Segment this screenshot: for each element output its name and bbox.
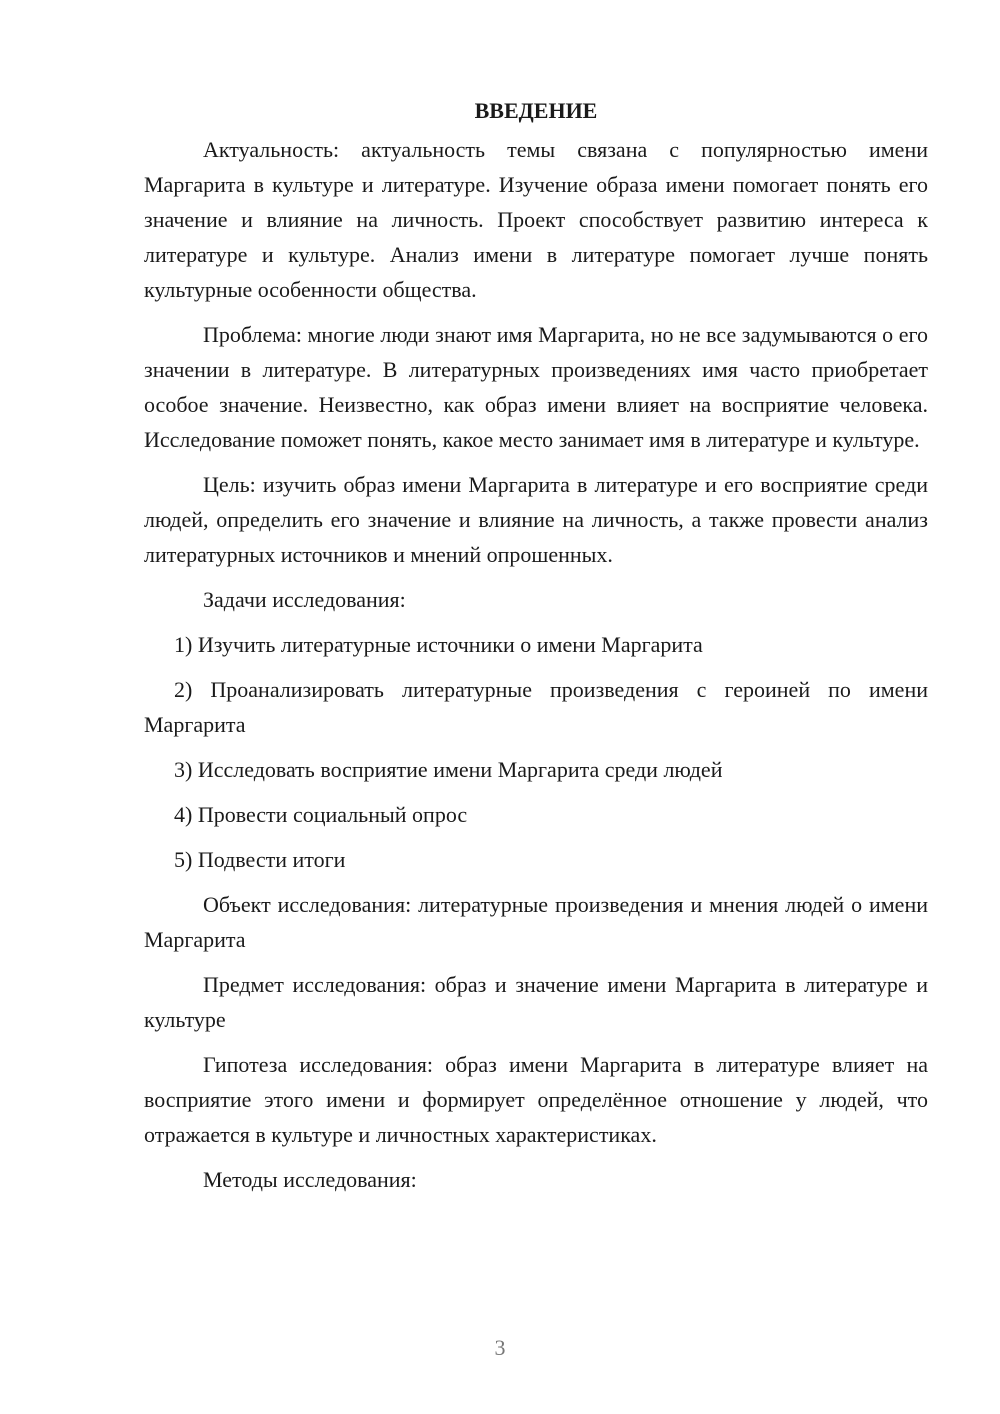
- methods-heading: Методы исследования:: [203, 1167, 417, 1192]
- task-item-5: 5) Подвести итоги: [174, 847, 346, 872]
- page-content: [144, 93, 928, 1197]
- paragraph-object: Объект исследования: литературные произведения и мнения людей о имени Маргарита: [144, 892, 928, 952]
- paragraph-problem: Проблема: многие люди знают имя Маргарита, но не все задумываются о его значении в литературе. В литературных произведениях имя часто приобретает особое значение. Неизвестно, как образ имени влияет на восприятие человека. Исследование поможет понять, какое место занимает имя в литературе и культуре.: [144, 322, 928, 452]
- paragraph-subject: Предмет исследования: образ и значение имени Маргарита в литературе и культуре: [144, 972, 928, 1032]
- section-title: ВВЕДЕНИЕ: [474, 98, 598, 123]
- paragraph-relevance: Актуальность: актуальность темы связана с популярностью имени Маргарита в культуре и литературе. Изучение образа имени помогает понять его значение и влияние на личность. Проект способствует развитию интереса к литературе и культуре. Анализ имени в литературе помогает лучше понять культурные особенности общества.: [144, 137, 928, 302]
- task-item-3: 3) Исследовать восприятие имени Маргарита среди людей: [174, 757, 723, 782]
- paragraph-hypothesis: Гипотеза исследования: образ имени Маргарита в литературе влияет на восприятие этого имени и формирует определённое отношение у людей, что отражается в культуре и личностных характеристиках.: [144, 1052, 928, 1147]
- task-item-2: 2) Проанализировать литературные произведения с героиней по имени Маргарита: [144, 677, 928, 737]
- tasks-heading: Задачи исследования:: [203, 587, 406, 612]
- page-number: 3: [494, 1335, 506, 1360]
- task-item-1: 1) Изучить литературные источники о имени Маргарита: [174, 632, 703, 657]
- task-item-4: 4) Провести социальный опрос: [174, 802, 468, 827]
- paragraph-goal: Цель: изучить образ имени Маргарита в литературе и его восприятие среди людей, определить его значение и влияние на личность, а также провести анализ литературных источников и мнений опрошенных.: [144, 472, 928, 567]
